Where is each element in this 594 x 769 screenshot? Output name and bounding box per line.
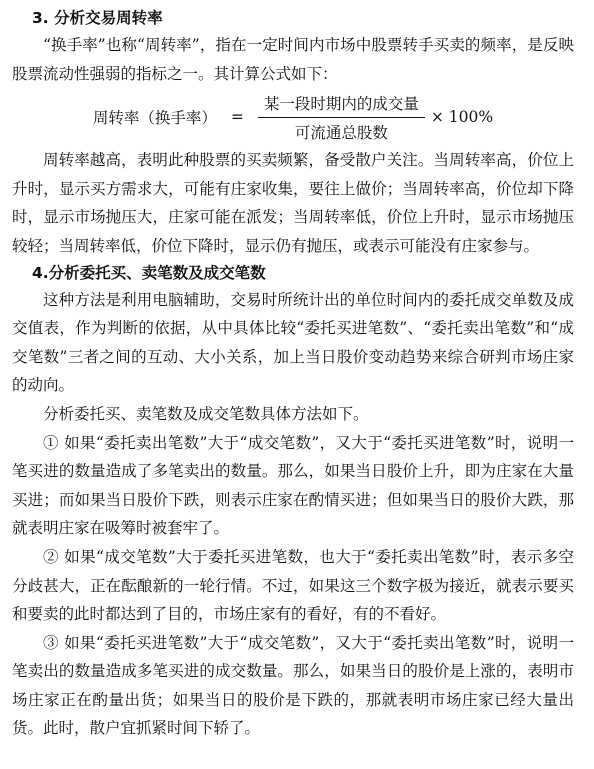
- formula-equals: =: [230, 108, 244, 127]
- formula-denominator: 可流通总股数: [294, 123, 388, 142]
- section-4-paragraph-1: 这种方法是利用电脑辅助，交易时所统计出的单位时间内的委托成交单数及成交值表，作为判断的依据，从中具体比较“委托买进笔数”、“委托卖出笔数”和“成交笔数”三者之间的互动、大小关系，加上当日股价变动趋势来综合研判市场庄家的动向。: [12, 290, 574, 395]
- section-3-paragraph-2: 周转率越高，表明此种股票的买卖频繁，备受散户关注。当周转率高，价位上升时，显示买方需求大，可能有庄家收集，要往上做价；当周转率高，价位却下降时，显示市场抛压大，庄家可能在派发；当周转率低，价位上升时，显示市场抛压较轻；当周转率低，价位下降时，显示仍有抛压，或表示可能没有庄家参与。: [12, 151, 574, 255]
- section-4-paragraph-3: ① 如果“委托卖出笔数”大于“成交笔数”，又大于“委托买进笔数”时，说明一笔买进的数量造成了多笔卖出的数量。那么，如果当日股价上升，即为庄家在大量买进；而如果当日股价下跌，则表示庄家在酌情买进；但如果当日的股价大跌，那就表明庄家在吸筹时被套牢了。: [12, 433, 574, 538]
- section-4-paragraph-2: 分析委托买、卖笔数及成交笔数具体方法如下。: [43, 404, 369, 423]
- section-4-heading: 4.分析委托买、卖笔数及成交笔数: [32, 263, 266, 282]
- section-4-paragraph-5: ③ 如果“委托买进笔数”大于“成交笔数”，又大于“委托卖出笔数”时，说明一笔卖出的数量造成多笔买进的成交数量。那么，如果当日的股价是上涨的，表明市场庄家正在酌量出货；如果当日的股价是下跌的，那就表明市场庄家已经大量出货。此时，散户宜抓紧时间下轿了。: [12, 633, 574, 738]
- formula-multiplier: × 100%: [430, 108, 494, 127]
- formula-numerator: 某一段时期内的成交量: [263, 94, 419, 113]
- formula-fraction: [258, 92, 425, 143]
- formula-lhs: 周转率（换手率）: [92, 109, 217, 128]
- section-3-paragraph-1: “换手率”也称“周转率”，指在一定时间内市场中股票转手买卖的频率，是反映股票流动性强弱的指标之一。其计算公式如下：: [12, 36, 574, 83]
- turnover-formula: [12, 88, 574, 146]
- section-4-paragraph-4: ② 如果“成交笔数”大于委托买进笔数，也大于“委托卖出笔数”时，表示多空分歧甚大，正在酝酿新的一轮行情。不过，如果这三个数字极为接近，就表示要买和要卖的此时都达到了目的，市场庄家有的看好，有的不看好。: [12, 547, 574, 624]
- section-3-heading: 3. 分析交易周转率: [32, 9, 163, 27]
